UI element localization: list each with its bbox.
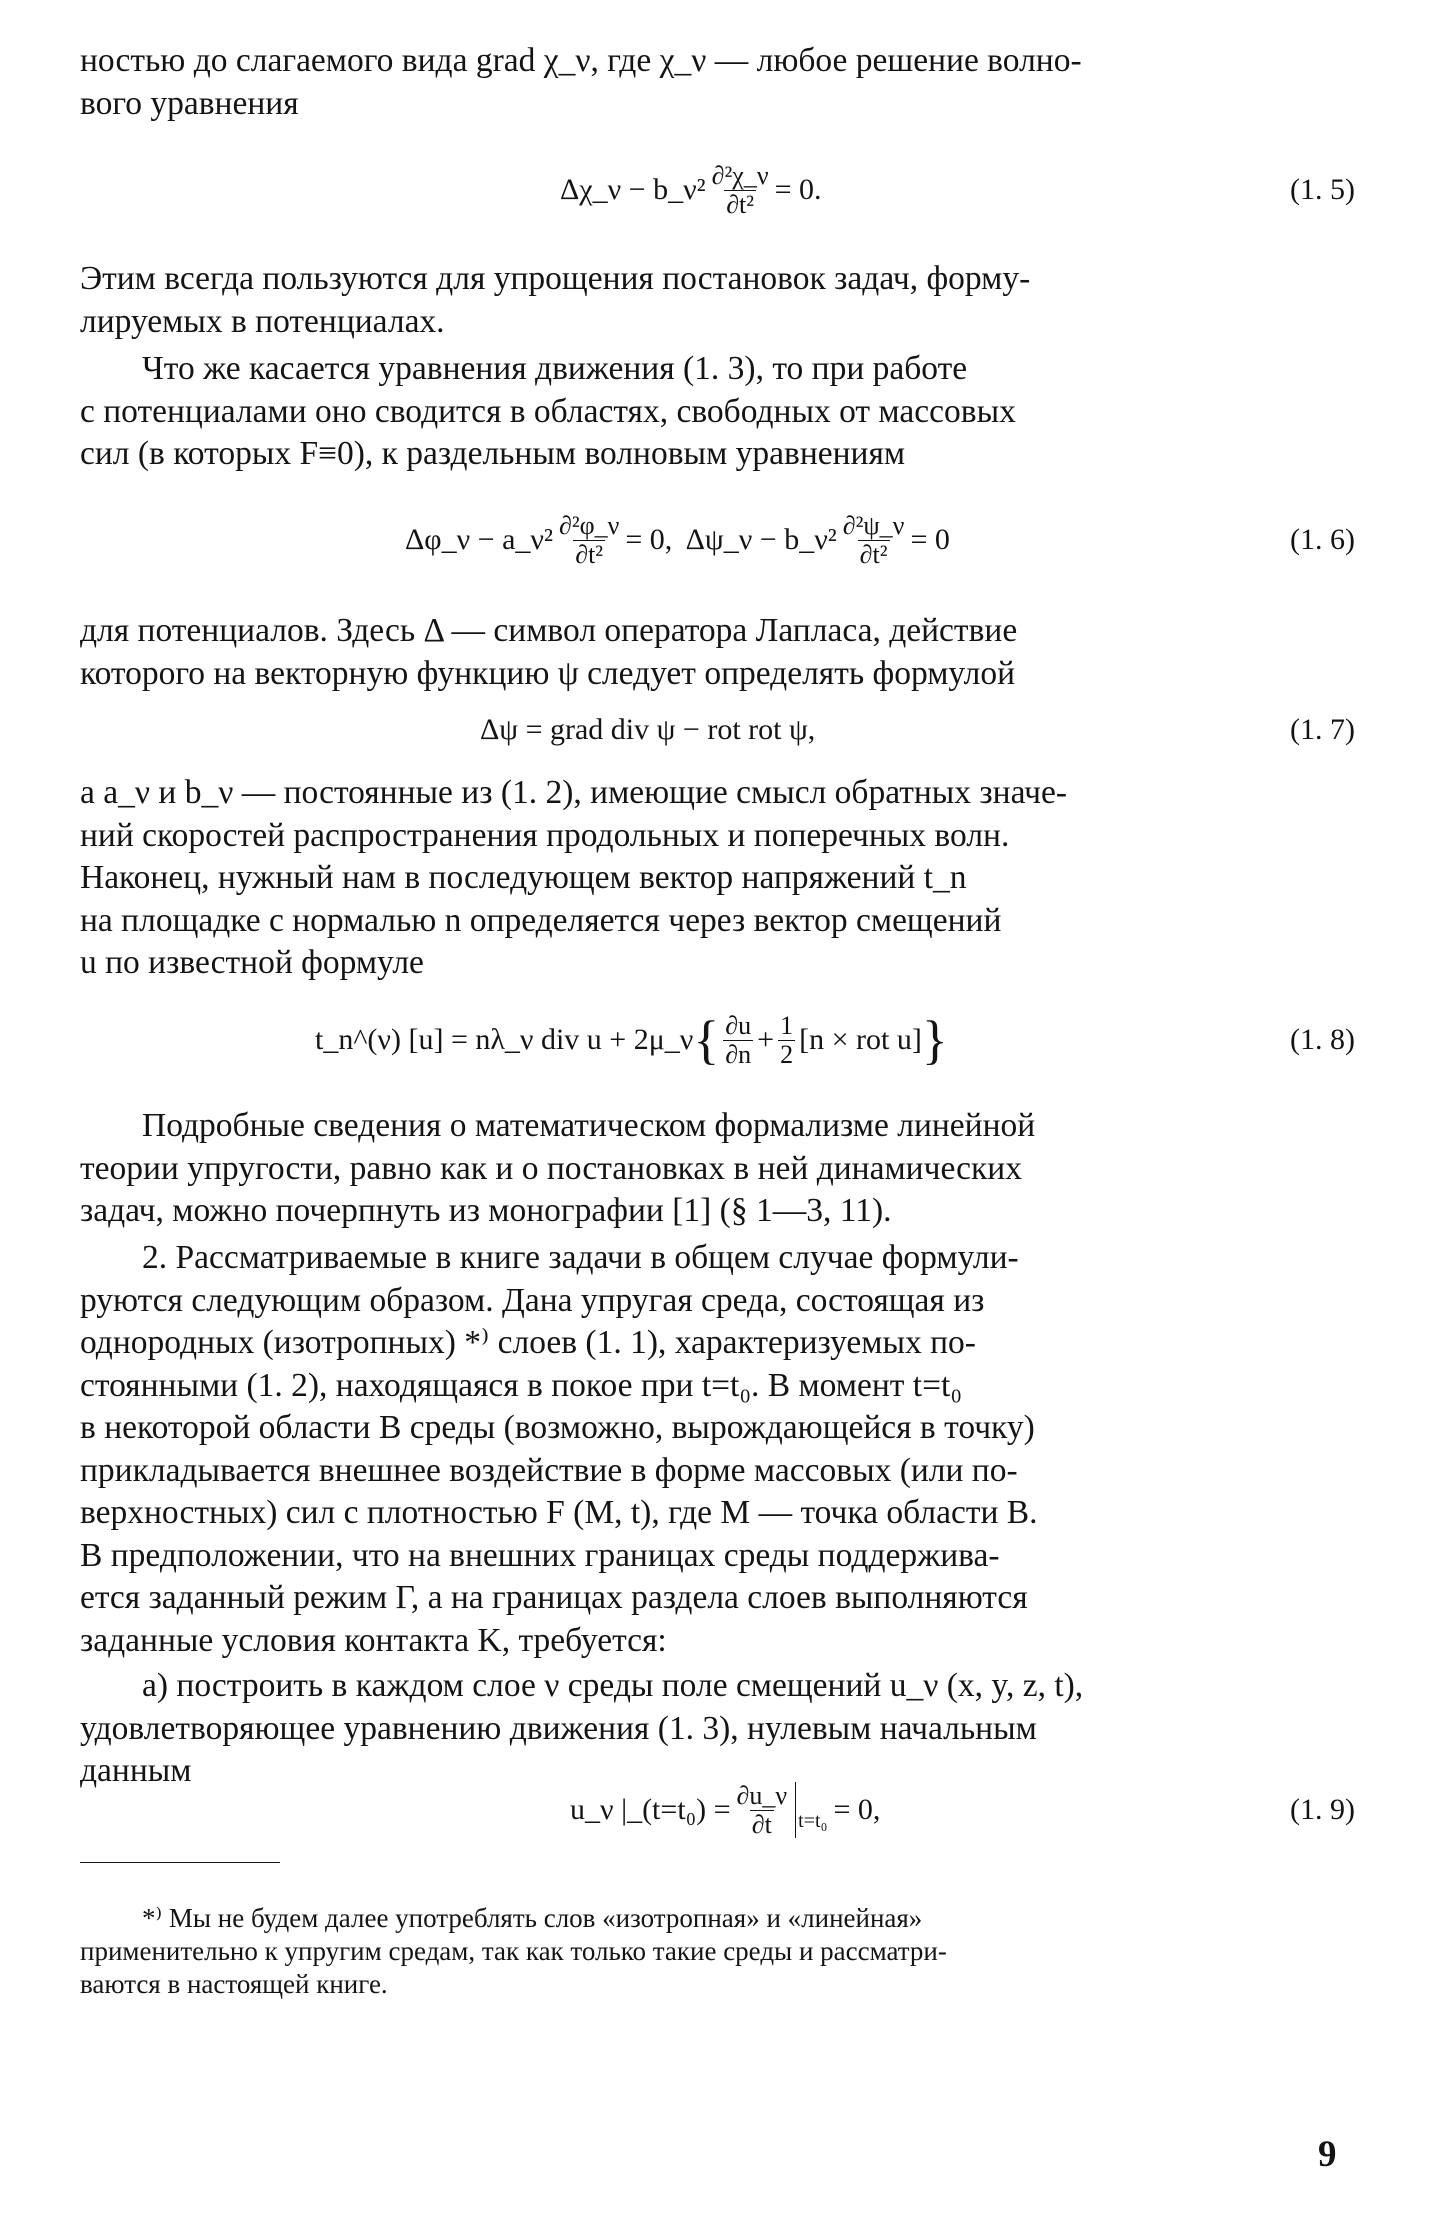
fraction-numerator: ∂²φ_ν [558, 510, 620, 540]
eq-lhs: Δχ_ν − b_ν² [560, 173, 706, 206]
text-line: прикладывается внешнее воздействие в форме массовых (или по- [80, 1451, 1018, 1489]
fraction-numerator: ∂u_ν [736, 1780, 788, 1810]
text-line: 2. Рассматриваемые в книге задачи в общем случае формули- [142, 1239, 1019, 1276]
brace-open: { [693, 1010, 720, 1070]
eq-rhs: = 0 [910, 523, 950, 556]
eq-middle: = 0, Δψ_ν − b_ν² [625, 523, 837, 556]
evaluation-bar [795, 1782, 796, 1838]
fraction-denominator: ∂t² [859, 539, 888, 569]
equation-number: (1. 6) [1290, 523, 1355, 556]
text-line: с потенциалами оно сводится в областях, свободных от массовых [80, 392, 1016, 430]
fraction-denominator: ∂t [751, 1809, 772, 1839]
text-line: Наконец, нужный нам в последующем вектор напряжений t_n [80, 859, 967, 896]
footnote-line: применительно к упругим средам, так как только такие среды и рассматри- [80, 1936, 947, 1966]
text-line: а a_ν и b_ν — постоянные из (1. 2), имеющие смысл обратных значе- [80, 774, 1067, 811]
text-line: В предположении, что на внешних границах среды поддержива- [80, 1536, 1000, 1574]
paragraph-constants [80, 772, 1355, 985]
text-line: Подробные сведения о математическом формализме линейной [142, 1107, 1036, 1144]
footnote-line: ваются в настоящей книге. [80, 1969, 388, 1999]
paragraph-always [80, 258, 1355, 343]
text-line: заданные условия контакта K, требуется: [80, 1621, 667, 1659]
text-line: u по известной формуле [80, 944, 424, 981]
evaluation-subscript: t=t₀ [798, 1810, 828, 1832]
text-line: сил (в которых F≡0), к раздельным волновым уравнениям [80, 435, 906, 472]
brace-close: } [921, 1010, 948, 1070]
equation-1-7 [80, 700, 1355, 760]
eq-lhs: t_n^(ν) [u] = nλ_ν div u + 2μ_ν [315, 1023, 694, 1056]
equation-1-9 [80, 1770, 1355, 1850]
fraction-denominator: ∂t² [726, 189, 755, 219]
paragraph-details [80, 1105, 1355, 1233]
fraction [710, 162, 771, 219]
text-line: удовлетворяющее уравнению движения (1. 3), нулевым начальным [80, 1709, 1037, 1747]
fraction-numerator: ∂u [725, 1010, 752, 1040]
text-line: ний скоростей распространения продольных и поперечных волн. [80, 816, 1010, 854]
eq-tail: [n × rot u] [799, 1023, 922, 1056]
equation-1-5 [80, 150, 1355, 230]
paragraph-item-2 [80, 1237, 1355, 1662]
eq-body: Δψ = grad div ψ − rot rot ψ, [480, 713, 816, 746]
text-line: ется заданный режим Γ, а на границах раздела слоев выполняются [80, 1579, 1028, 1616]
text-line: лируемых в потенциалах. [80, 302, 445, 340]
equation-1-6 [80, 500, 1355, 580]
text-line: вого уравнения [80, 84, 299, 122]
text-line: в некоторой области B среды (возможно, вырождающейся в точку) [80, 1409, 1035, 1446]
text-line: верхностных) сил с плотностью F (M, t), где M — точка области B. [80, 1494, 1038, 1531]
equation-number: (1. 8) [1290, 1023, 1355, 1056]
equation-number: (1. 7) [1290, 713, 1355, 746]
text-line: а) построить в каждом слое ν среды поле смещений u_ν (x, y, z, t), [142, 1667, 1084, 1704]
fraction [557, 512, 621, 569]
eq-plus: + [757, 1023, 775, 1056]
footnote [80, 1902, 1355, 2001]
text-line: руются следующим образом. Дана упругая среда, состоящая из [80, 1281, 985, 1319]
paragraph-gauge [80, 40, 1355, 125]
footnote-rule [80, 1862, 280, 1863]
eq-rhs: = 0, [833, 1793, 881, 1826]
paragraph-motion [80, 348, 1355, 476]
fraction [735, 1782, 790, 1839]
fraction [778, 1012, 795, 1069]
text-line: на площадке с нормалью n определяется через вектор смещений [80, 901, 1002, 939]
fraction-numerator: ∂²ψ_ν [842, 510, 905, 540]
text-line: ностью до слагаемого вида grad χ_ν, где χ_ν — любое решение волно- [80, 42, 1082, 79]
eq-lhs: Δφ_ν − a_ν² [405, 523, 553, 556]
page-number: 9 [1318, 2134, 1337, 2175]
paragraph-potentials [80, 610, 1355, 695]
footnote-line: *⁾ Мы не будем далее употреблять слов «изотропная» и «линейная» [142, 1903, 923, 1933]
text-line: которого на векторную функцию ψ следует определять формулой [80, 654, 1016, 692]
equation-number: (1. 9) [1290, 1793, 1355, 1826]
text-line: стоянными (1. 2), находящаяся в покое при t=t₀. В момент t=t₀ [80, 1366, 962, 1404]
text-line: для потенциалов. Здесь Δ — символ оператора Лапласа, действие [80, 612, 1018, 649]
equation-1-8 [80, 1000, 1355, 1080]
text-line: задач, можно почерпнуть из монографии [1] (§ 1—3, 11). [80, 1192, 892, 1229]
text-line: данным [80, 1752, 192, 1789]
fraction-numerator: 1 [780, 1010, 794, 1040]
equation-number: (1. 5) [1290, 173, 1355, 206]
text-line: Что же касается уравнения движения (1. 3), то при работе [142, 350, 968, 387]
fraction-denominator: ∂n [725, 1039, 752, 1069]
text-line: Этим всегда пользуются для упрощения постановок задач, форму- [80, 260, 1031, 297]
text-line: теории упругости, равно как и о постановках в ней динамических [80, 1149, 1022, 1187]
fraction-denominator: 2 [780, 1039, 794, 1069]
eq-rhs: = 0. [774, 173, 822, 206]
eq-lhs: u_ν |_(t=t₀) = [570, 1793, 731, 1826]
text-line: однородных (изотропных) *⁾ слоев (1. 1), характеризуемых по- [80, 1324, 976, 1361]
fraction-denominator: ∂t² [575, 539, 604, 569]
fraction-numerator: ∂²χ_ν [711, 160, 769, 190]
fraction [723, 1012, 753, 1069]
fraction [841, 512, 907, 569]
